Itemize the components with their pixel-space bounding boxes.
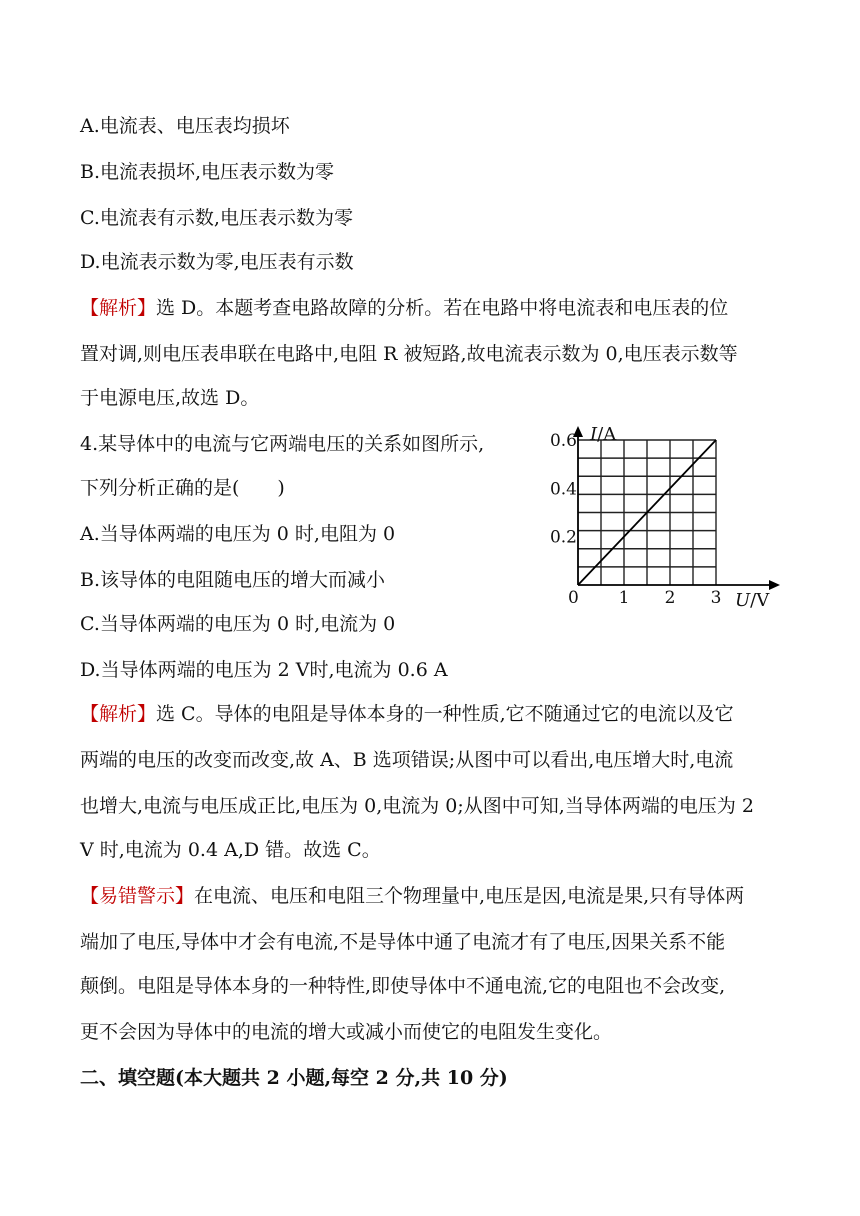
q4-stem-line-2: 下列分析正确的是( ) xyxy=(80,477,285,499)
x-tick-label: 2 xyxy=(664,588,676,608)
q4-option-a: A.当导体两端的电压为 0 时,电阻为 0 xyxy=(80,523,396,545)
q3-analysis-line-1 xyxy=(80,296,728,320)
warning-line-1 xyxy=(80,884,744,908)
q4-option-d: D.当导体两端的电压为 2 V时,电流为 0.6 A xyxy=(80,659,448,681)
analysis-text: 选 C。导体的电阻是导体本身的一种性质,它不随通过它的电流以及它 xyxy=(156,703,734,725)
q4-stem-line-1: 4.某导体中的电流与它两端电压的关系如图所示, xyxy=(80,433,485,455)
q3-option-b: B.电流表损坏,电压表示数为零 xyxy=(80,161,335,183)
warning-text: 在电流、电压和电阻三个物理量中,电压是因,电流是果,只有导体两 xyxy=(194,885,745,907)
q4-analysis-line-2: 两端的电压的改变而改变,故 A、B 选项错误;从图中可以看出,电压增大时,电流 xyxy=(80,749,734,771)
y-axis-label: I/A xyxy=(590,424,617,445)
x-axis-arrow-icon xyxy=(769,580,780,590)
q4-option-b: B.该导体的电阻随电压的增大而减小 xyxy=(80,569,386,591)
q4-analysis-line-4: V 时,电流为 0.4 A,D 错。故选 C。 xyxy=(80,839,381,861)
origin-label: 0 xyxy=(568,588,579,608)
y-tick-label: 0.2 xyxy=(549,527,577,548)
x-tick-label: 1 xyxy=(618,588,630,608)
y-tick-label: 0.4 xyxy=(549,479,577,500)
warning-tag: 【易错警示】 xyxy=(80,885,195,907)
analysis-tag: 【解析】 xyxy=(80,703,157,725)
q4-analysis-line-3: 也增大,电流与电压成正比,电压为 0,电流为 0;从图中可知,当导体两端的电压为 2 xyxy=(80,795,754,817)
analysis-text: 选 D。本题考查电路故障的分析。若在电路中将电流表和电压表的位 xyxy=(156,297,729,319)
q3-analysis-line-3: 于电源电压,故选 D。 xyxy=(80,387,260,409)
x-axis-label: U/V xyxy=(735,590,770,610)
warning-line-3: 颠倒。电阻是导体本身的一种特性,即使导体中不通电流,它的电阻也不会改变, xyxy=(80,975,726,997)
q3-option-c: C.电流表有示数,电压表示数为零 xyxy=(80,207,353,229)
q3-option-a: A.电流表、电压表均损坏 xyxy=(80,115,290,137)
analysis-tag: 【解析】 xyxy=(80,297,157,319)
section-title: 二、填空题(本大题共 2 小题,每空 2 分,共 10 分) xyxy=(80,1067,508,1089)
q4-analysis-line-1 xyxy=(80,702,734,726)
q3-analysis-line-2: 置对调,则电压表串联在电路中,电阻 R 被短路,故电流表示数为 0,电压表示数等 xyxy=(80,343,738,365)
warning-line-4: 更不会因为导体中的电流的增大或减小而使它的电阻发生变化。 xyxy=(80,1021,613,1043)
current-voltage-graph xyxy=(540,420,790,610)
q3-option-d: D.电流表示数为零,电压表有示数 xyxy=(80,251,354,273)
q4-option-c: C.当导体两端的电压为 0 时,电流为 0 xyxy=(80,613,396,635)
x-tick-label: 3 xyxy=(710,588,722,608)
warning-line-2: 端加了电压,导体中才会有电流,不是导体中通了电流才有了电压,因果关系不能 xyxy=(80,931,726,953)
y-tick-label: 0.6 xyxy=(549,431,577,451)
